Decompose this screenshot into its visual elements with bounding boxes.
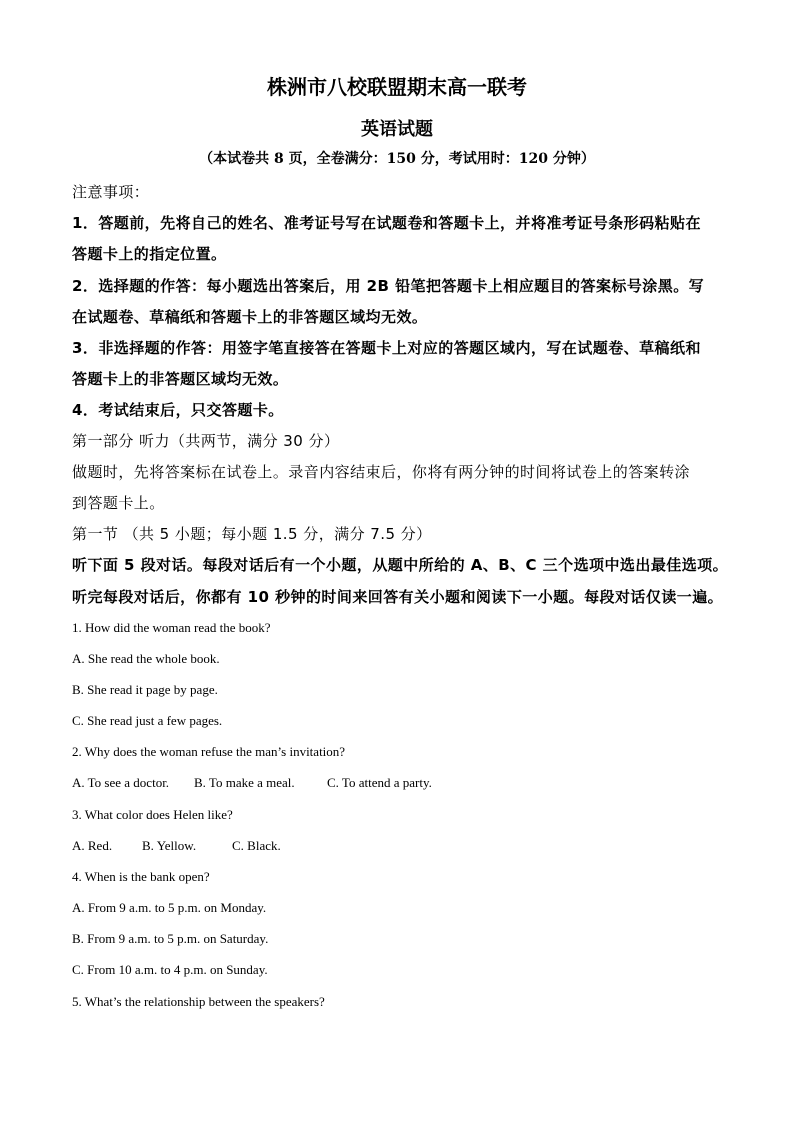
question-2-option-c: C. To attend a party. bbox=[327, 775, 432, 790]
question-3-option-b: B. Yellow. bbox=[142, 838, 197, 853]
question-2-option-a: A. To see a doctor. bbox=[72, 775, 170, 790]
notice-item-2-line-2: 在试题卷、草稿纸和答题卡上的非答题区域均无效。 bbox=[72, 308, 428, 326]
question-1: 1. How did the woman read the book? bbox=[72, 620, 271, 635]
notice-heading: 注意事项： bbox=[72, 183, 150, 201]
question-1-option-b: B. She read it page by page. bbox=[72, 682, 218, 697]
question-2-options bbox=[72, 775, 432, 791]
question-4-option-c: C. From 10 a.m. to 4 p.m. on Sunday. bbox=[72, 962, 268, 977]
question-5: 5. What’s the relationship between the speakers? bbox=[72, 994, 325, 1009]
question-2: 2. Why does the woman refuse the man’s invitation? bbox=[72, 744, 346, 759]
part1-intro-line-2: 到答题卡上。 bbox=[72, 494, 165, 512]
question-1-option-a: A. She read the whole book. bbox=[72, 651, 220, 666]
notice-item-2-line-1: 2．选择题的作答：每小题选出答案后，用 2B 铅笔把答题卡上相应题目的答案标号涂黑。写 bbox=[72, 277, 705, 295]
question-3-option-c: C. Black. bbox=[232, 838, 281, 853]
notice-item-4: 4．考试结束后，只交答题卡。 bbox=[72, 401, 284, 419]
exam-title: 株洲市八校联盟期末高一联考 bbox=[267, 75, 527, 99]
question-4: 4. When is the bank open? bbox=[72, 869, 210, 884]
notice-item-1-line-1: 1．答题前，先将自己的姓名、准考证号写在试题卷和答题卡上，并将准考证号条形码粘贴在 bbox=[72, 214, 701, 232]
exam-info: （本试卷共 8 页，全卷满分：150 分，考试用时：120 分钟） bbox=[199, 151, 595, 167]
notice-item-3-line-2: 答题卡上的非答题区域均无效。 bbox=[72, 370, 289, 388]
question-4-option-a: A. From 9 a.m. to 5 p.m. on Monday. bbox=[72, 900, 267, 915]
subject-title: 英语试题 bbox=[361, 119, 433, 140]
section1-heading: 第一节 （共 5 小题；每小题 1.5 分，满分 7.5 分） bbox=[72, 525, 432, 543]
notice-item-1-line-2: 答题卡上的指定位置。 bbox=[72, 245, 227, 263]
question-4-option-b: B. From 9 a.m. to 5 p.m. on Saturday. bbox=[72, 931, 269, 946]
notice-item-3-line-1: 3．非选择题的作答：用签字笔直接答在答题卡上对应的答题区域内，写在试题卷、草稿纸和 bbox=[72, 339, 701, 357]
question-3-options bbox=[72, 838, 281, 854]
section1-instruction-line-1: 听下面 5 段对话。每段对话后有一个小题，从题中所给的 A、B、C 三个选项中选出最佳选项。 bbox=[72, 556, 729, 574]
part1-heading: 第一部分 听力（共两节，满分 30 分） bbox=[72, 432, 340, 450]
question-3-option-a: A. Red. bbox=[72, 838, 113, 853]
section1-instruction-line-2: 听完每段对话后，你都有 10 秒钟的时间来回答有关小题和阅读下一小题。每段对话仅读一遍。 bbox=[72, 588, 724, 606]
question-2-option-b: B. To make a meal. bbox=[194, 775, 295, 790]
question-1-option-c: C. She read just a few pages. bbox=[72, 713, 223, 728]
question-3: 3. What color does Helen like? bbox=[72, 807, 233, 822]
part1-intro-line-1: 做题时，先将答案标在试卷上。录音内容结束后，你将有两分钟的时间将试卷上的答案转涂 bbox=[72, 463, 691, 481]
